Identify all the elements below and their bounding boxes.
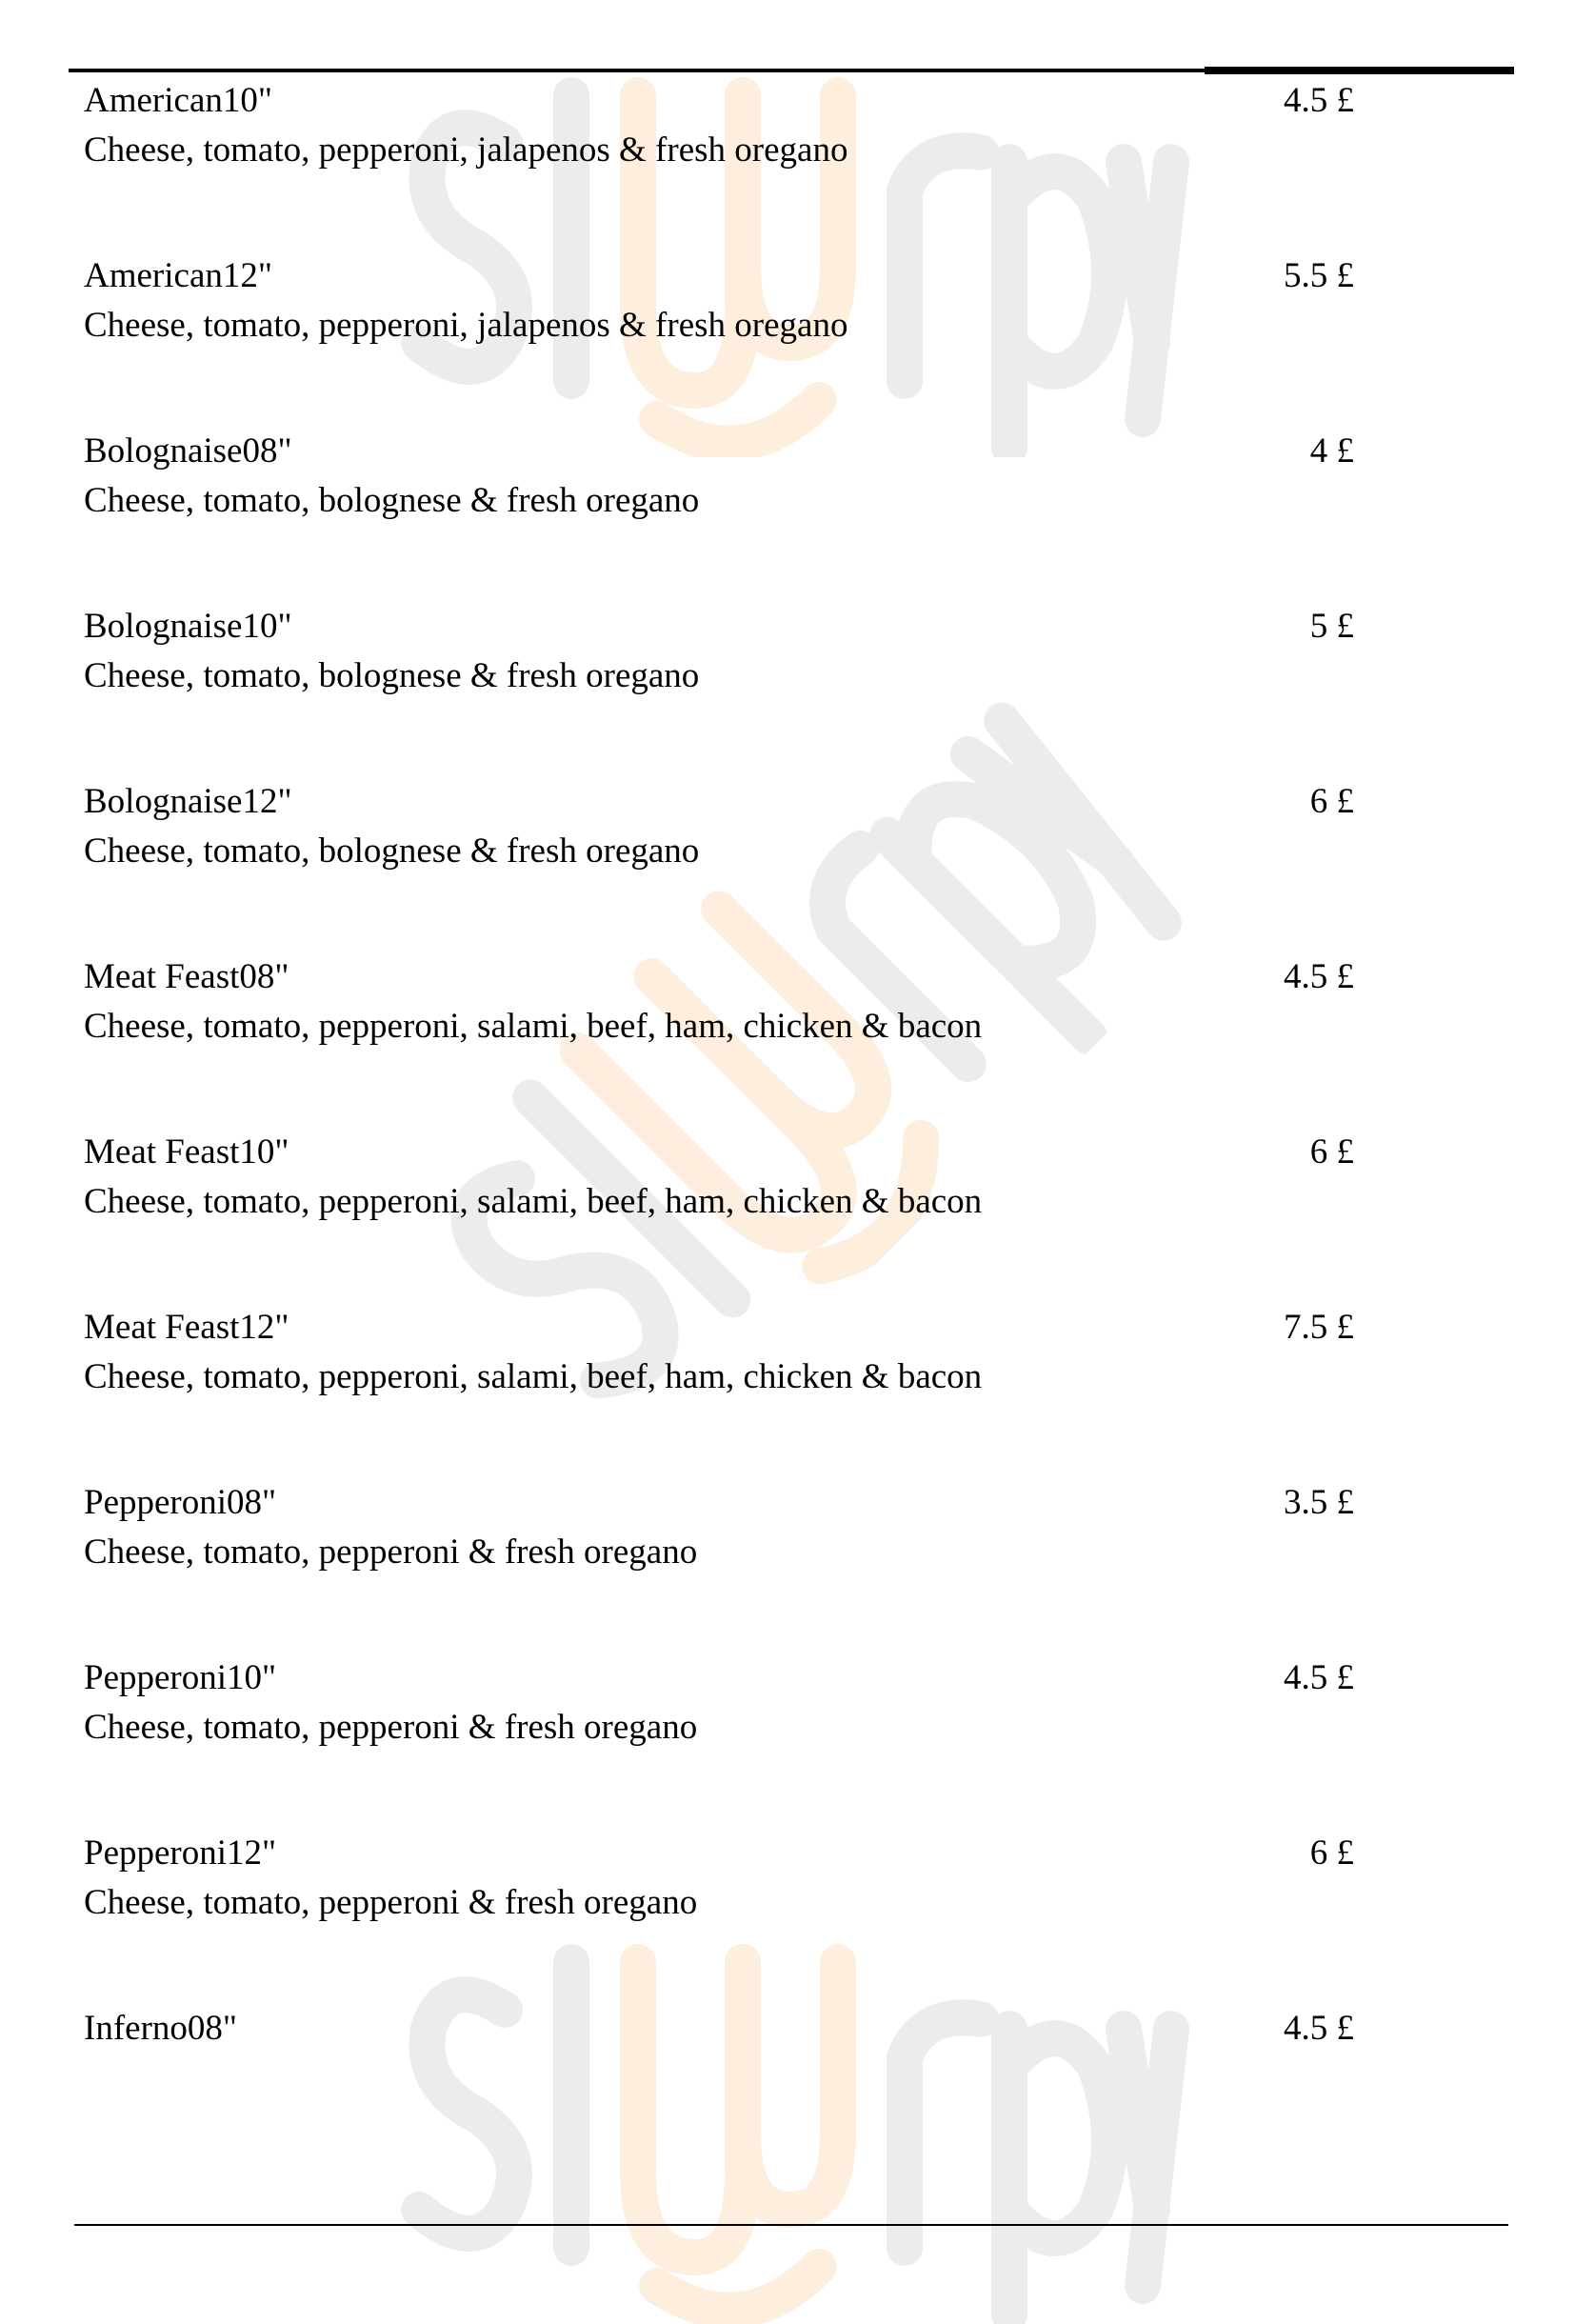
menu-item (84, 1132, 1354, 1307)
item-name: American12" (84, 256, 272, 295)
item-description: Cheese, tomato, pepperoni, salami, beef, ham, chicken & bacon (84, 1007, 983, 1046)
item-name: Meat Feast08" (84, 957, 289, 996)
item-name: Pepperoni10" (84, 1658, 277, 1697)
item-price: 4 £ (1309, 431, 1354, 471)
item-price: 4.5 £ (1284, 957, 1354, 996)
item-name: Inferno08" (84, 2009, 237, 2048)
item-name: American10" (84, 81, 272, 120)
item-price: 3.5 £ (1284, 1483, 1354, 1522)
item-name: Meat Feast12" (84, 1308, 289, 1347)
item-name: Pepperoni08" (84, 1483, 277, 1522)
bottom-divider (74, 2224, 1508, 2226)
item-description: Cheese, tomato, pepperoni, jalapenos & fresh oregano (84, 306, 848, 345)
item-description: Cheese, tomato, pepperoni, salami, beef, ham, chicken & bacon (84, 1182, 983, 1221)
item-description: Cheese, tomato, pepperoni & fresh oregano (84, 1533, 698, 1572)
item-price: 5.5 £ (1284, 256, 1354, 295)
menu-item (84, 80, 1354, 255)
item-description: Cheese, tomato, bolognese & fresh oregano (84, 481, 700, 520)
item-description: Cheese, tomato, pepperoni & fresh oregano (84, 1708, 698, 1747)
watermark-smile (657, 2267, 819, 2311)
item-description: Cheese, tomato, bolognese & fresh oregano (84, 831, 700, 871)
item-price: 4.5 £ (1284, 81, 1354, 120)
item-price: 6 £ (1309, 1833, 1354, 1873)
item-name: Pepperoni12" (84, 1833, 277, 1873)
menu-item (84, 781, 1354, 956)
item-description: Cheese, tomato, pepperoni, salami, beef, ham, chicken & bacon (84, 1357, 983, 1396)
item-name: Meat Feast10" (84, 1132, 289, 1172)
menu-list (84, 80, 1354, 2183)
item-description: Cheese, tomato, pepperoni, jalapenos & fresh oregano (84, 130, 848, 170)
menu-item (84, 1657, 1354, 1833)
item-description: Cheese, tomato, pepperoni & fresh oregano (84, 1883, 698, 1922)
item-name: Bolognaise10" (84, 607, 292, 646)
item-name: Bolognaise12" (84, 782, 292, 821)
menu-item (84, 1307, 1354, 1482)
menu-item (84, 2008, 1354, 2183)
item-name: Bolognaise08" (84, 431, 292, 471)
menu-item (84, 255, 1354, 431)
item-price: 4.5 £ (1284, 1658, 1354, 1697)
item-price: 6 £ (1309, 1132, 1354, 1172)
item-price: 5 £ (1309, 607, 1354, 646)
item-price: 4.5 £ (1284, 2009, 1354, 2048)
top-divider-thick (1205, 67, 1514, 74)
item-description: Cheese, tomato, bolognese & fresh oregano (84, 656, 700, 695)
menu-item (84, 431, 1354, 606)
item-price: 7.5 £ (1284, 1308, 1354, 1347)
item-price: 6 £ (1309, 782, 1354, 821)
menu-item (84, 1482, 1354, 1657)
menu-item (84, 1833, 1354, 2008)
menu-item (84, 606, 1354, 781)
menu-item (84, 956, 1354, 1132)
